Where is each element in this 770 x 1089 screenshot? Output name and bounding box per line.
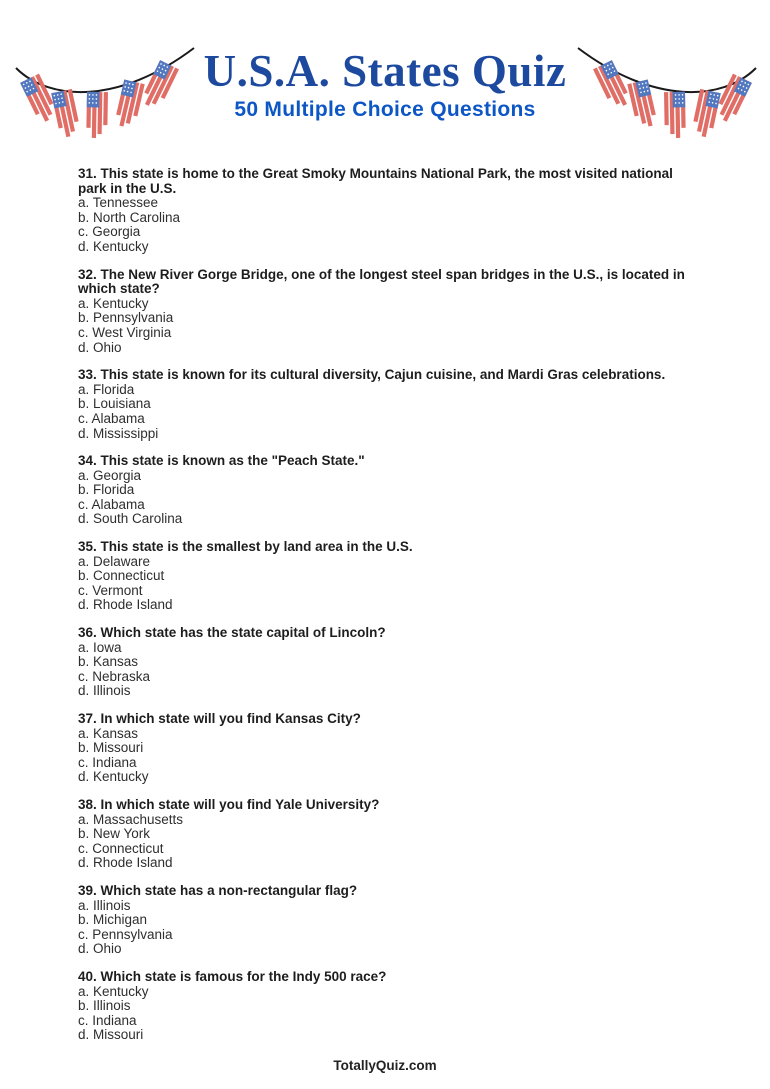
question-number: 39. xyxy=(78,882,97,898)
option-item: d. South Carolina xyxy=(78,511,183,527)
question-text-body: This state is known as the "Peach State." xyxy=(100,453,365,469)
option-item: d. Ohio xyxy=(78,339,122,355)
question-options xyxy=(78,985,690,1043)
option-item: a. Florida xyxy=(78,381,135,397)
question-text xyxy=(78,454,690,469)
question-block xyxy=(78,884,690,957)
question-text-body: Which state is famous for the Indy 500 race? xyxy=(100,968,387,984)
question-options xyxy=(78,641,690,699)
question-text-body: Which state has a non-rectangular flag? xyxy=(100,882,358,898)
option-item: a. Kansas xyxy=(78,725,139,741)
option-item: c. Pennsylvania xyxy=(78,926,173,942)
question-block xyxy=(78,368,690,441)
option-item: d. Kentucky xyxy=(78,769,149,785)
option-item: c. Indiana xyxy=(78,1012,137,1028)
option-item: c. Alabama xyxy=(78,410,145,426)
question-text-body: This state is home to the Great Smoky Mountains National Park, the most visited national park in the U.S. xyxy=(78,166,673,196)
option-item: d. Mississippi xyxy=(78,425,159,441)
question-block xyxy=(78,712,690,785)
question-number: 34. xyxy=(78,453,97,469)
question-text xyxy=(78,368,690,383)
option-item: c. Vermont xyxy=(78,582,143,598)
page-title: U.S.A. States Quiz xyxy=(203,46,567,96)
question-text xyxy=(78,970,690,985)
question-options xyxy=(78,727,690,785)
option-item: d. Kentucky xyxy=(78,238,149,254)
option-item: a. Iowa xyxy=(78,639,122,655)
option-item: c. Connecticut xyxy=(78,840,164,856)
option-item: d. Ohio xyxy=(78,941,122,957)
option-item: d. Rhode Island xyxy=(78,597,173,613)
question-number: 40. xyxy=(78,968,97,984)
question-text-body: Which state has the state capital of Lincoln? xyxy=(100,625,386,641)
option-item: b. Michigan xyxy=(78,912,148,928)
question-text-body: This state is known for its cultural diversity, Cajun cuisine, and Mardi Gras celebrations. xyxy=(100,367,666,383)
option-item: b. North Carolina xyxy=(78,209,181,225)
question-block xyxy=(78,540,690,613)
option-item: c. Nebraska xyxy=(78,668,151,684)
footer-site-label: TotallyQuiz.com xyxy=(333,1058,437,1073)
option-item: a. Kentucky xyxy=(78,983,149,999)
question-text-body: In which state will you find Yale University? xyxy=(100,796,380,812)
option-item: a. Tennessee xyxy=(78,195,159,211)
question-text xyxy=(78,626,690,641)
question-text xyxy=(78,167,690,196)
usa-flag-garland-icon xyxy=(572,42,762,148)
question-number: 37. xyxy=(78,711,97,726)
question-number: 32. xyxy=(78,266,97,282)
question-number: 31. xyxy=(78,166,97,181)
question-options xyxy=(78,899,690,957)
option-item: b. Pennsylvania xyxy=(78,310,174,326)
option-item: b. Missouri xyxy=(78,740,144,756)
questions-list xyxy=(78,167,690,1043)
option-item: b. Louisiana xyxy=(78,396,151,412)
option-item: a. Georgia xyxy=(78,467,142,483)
option-item: c. Indiana xyxy=(78,754,137,770)
option-item: a. Delaware xyxy=(78,553,151,569)
question-text-body: This state is the smallest by land area in the U.S. xyxy=(100,539,413,555)
option-item: d. Illinois xyxy=(78,683,131,699)
usa-flag-garland-icon xyxy=(10,42,200,148)
option-item: b. Kansas xyxy=(78,654,139,670)
question-text xyxy=(78,798,690,813)
question-block xyxy=(78,454,690,527)
question-block xyxy=(78,268,690,356)
option-item: d. Rhode Island xyxy=(78,855,173,871)
option-item: c. Georgia xyxy=(78,224,141,240)
question-block xyxy=(78,167,690,255)
question-block xyxy=(78,970,690,1043)
option-item: a. Massachusetts xyxy=(78,811,184,827)
question-text-body: The New River Gorge Bridge, one of the longest steel span bridges in the U.S., is located in which state? xyxy=(78,266,685,297)
page-subtitle: 50 Multiple Choice Questions xyxy=(234,98,536,121)
question-options xyxy=(78,469,690,527)
question-text xyxy=(78,540,690,555)
question-block xyxy=(78,798,690,871)
option-item: b. New York xyxy=(78,826,151,842)
question-block xyxy=(78,626,690,699)
question-number: 36. xyxy=(78,625,97,641)
question-number: 33. xyxy=(78,367,97,383)
question-options xyxy=(78,383,690,441)
option-item: a. Illinois xyxy=(78,897,131,913)
option-item: b. Florida xyxy=(78,482,135,498)
question-text-body: In which state will you find Kansas City? xyxy=(100,711,361,726)
question-text xyxy=(78,884,690,899)
question-options xyxy=(78,555,690,613)
option-item: c. Alabama xyxy=(78,496,145,512)
option-item: d. Missouri xyxy=(78,1027,144,1043)
question-number: 38. xyxy=(78,796,97,812)
option-item: c. West Virginia xyxy=(78,324,172,340)
question-options xyxy=(78,297,690,355)
page-header xyxy=(0,0,770,150)
question-text xyxy=(78,712,690,727)
option-item: a. Kentucky xyxy=(78,295,149,311)
question-options xyxy=(78,813,690,871)
question-options xyxy=(78,196,690,254)
question-number: 35. xyxy=(78,539,97,555)
question-text xyxy=(78,268,690,297)
option-item: b. Illinois xyxy=(78,998,131,1014)
option-item: b. Connecticut xyxy=(78,568,165,584)
